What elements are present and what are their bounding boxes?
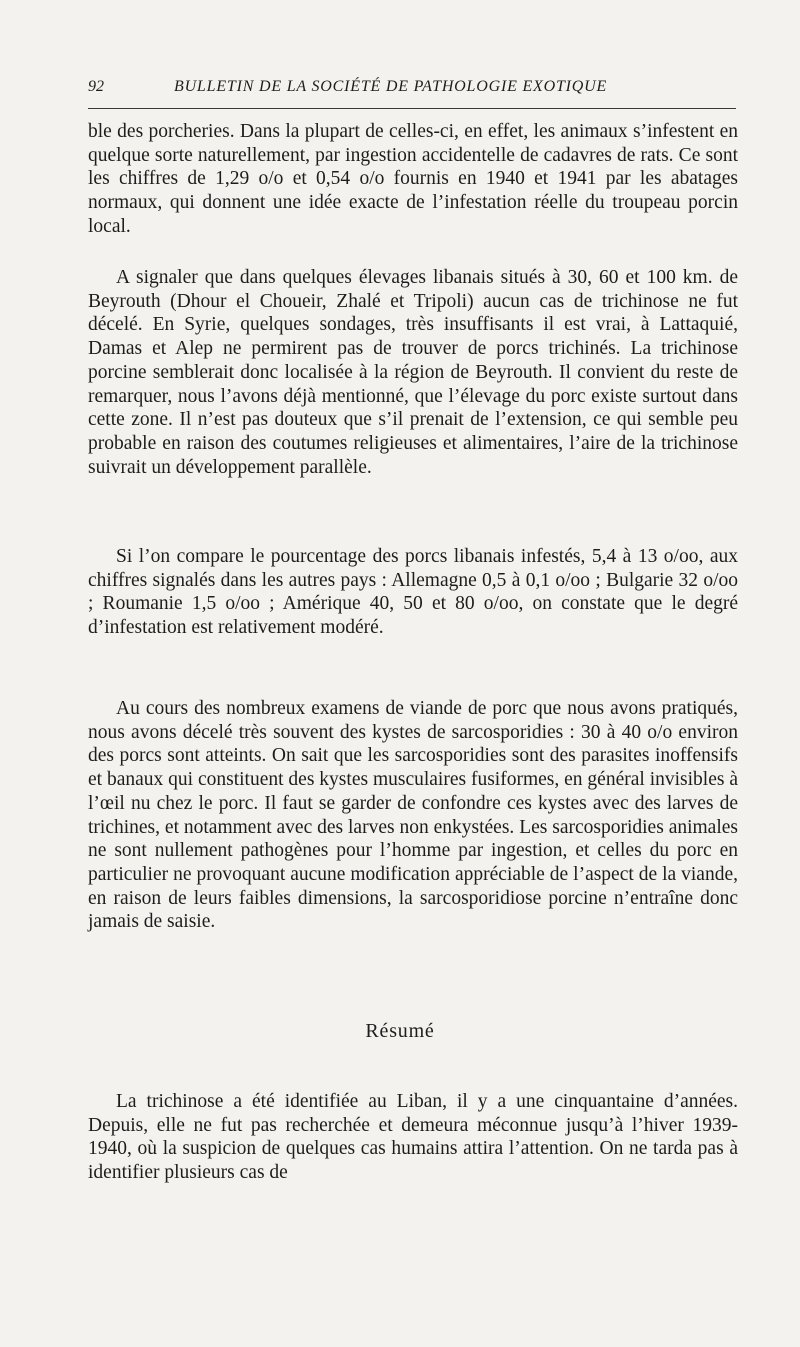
journal-title: BULLETIN DE LA SOCIÉTÉ DE PATHOLOGIE EXOTIQUE <box>174 78 608 95</box>
header-rule <box>88 108 736 109</box>
running-header <box>88 78 736 100</box>
page-number: 92 <box>88 78 104 95</box>
body-paragraph-1: ble des porcheries. Dans la plupart de celles-ci, en effet, les animaux s’infestent en quelque sorte naturellement, par ingestion accidentelle de cadavres de rats. Ce sont les chiffres de 1,29 o/o et 0,54 o/o fournis en 1940 et 1941 par les abatages normaux, qui donnent une idée exacte de l’infestation réelle du troupeau porcin local. <box>88 121 738 237</box>
body-paragraph-2: A signaler que dans quelques élevages libanais situés à 30, 60 et 100 km. de Beyrouth (Dhour el Choueir, Zhalé et Tripoli) aucun cas de trichinose ne fut décelé. En Syrie, quelques sondages, très insuffisants il est vrai, à Lattaquié, Damas et Alep ne permirent pas de trouver de porcs trichinés. La trichinose porcine semblerait donc localisée à la région de Beyrouth. Il convient du reste de remarquer, nous l’avons déjà mentionné, que l’élevage du porc existe surtout dans cette zone. Il n’est pas douteux que s’il prenait de l’extension, ce qui semble peu probable en raison des coutumes religieuses et alimentaires, l’aire de la trichinose suivrait un développement parallèle. <box>88 267 738 478</box>
summary-paragraph: La trichinose a été identifiée au Liban, il y a une cinquantaine d’années. Depuis, elle ne fut pas recherchée et demeura méconnue jusqu’à l’hiver 1939-1940, où la suspicion de quelques cas humains attira l’attention. On ne tarda pas à identifier plusieurs cas de <box>88 1091 738 1184</box>
body-paragraph-4: Au cours des nombreux examens de viande de porc que nous avons pratiqués, nous avons décelé très souvent des kystes de sarcosporidies : 30 à 40 o/o environ des porcs sont atteints. On sait que les sarcosporidies sont des parasites inoffensifs et banaux qui constituent des kystes musculaires fusiformes, en général invisibles à l’œil nu chez le porc. Il faut se garder de confondre ces kystes avec des larves de trichines, et notamment avec des larves non enkystées. Les sarcosporidies animales ne sont nullement pathogènes pour l’homme par ingestion, et celles du porc en particulier ne provoquant aucune modification appréciable de l’aspect de la viande, en raison de leurs faibles dimensions, la sarcosporidiose porcine n’entraîne donc jamais de saisie. <box>88 698 738 933</box>
body-paragraph-3: Si l’on compare le pourcentage des porcs libanais infestés, 5,4 à 13 o/oo, aux chiffres signalés dans les autres pays : Allemagne 0,5 à 0,1 o/oo ; Bulgarie 32 o/oo ; Roumanie 1,5 o/oo ; Amérique 40, 50 et 80 o/oo, on constate que le degré d’infestation est relativement modéré. <box>88 546 738 639</box>
summary-heading: Résumé <box>365 1020 435 1042</box>
